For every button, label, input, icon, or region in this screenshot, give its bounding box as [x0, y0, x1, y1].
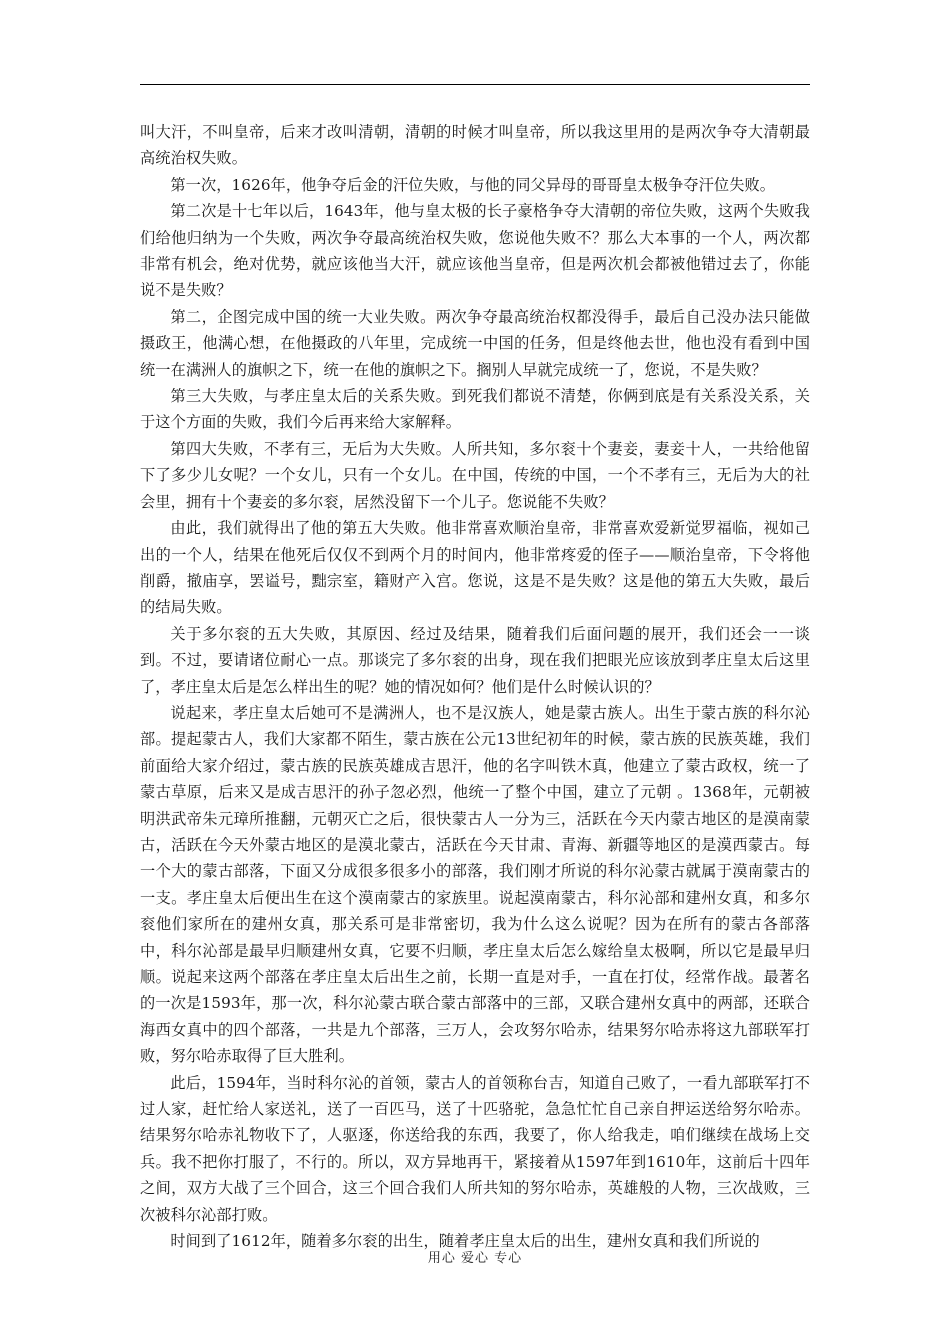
- document-body: [140, 119, 810, 1254]
- paragraph: 叫大汗，不叫皇帝，后来才改叫清朝，清朝的时候才叫皇帝，所以我这里用的是两次争夺大清朝最高统治权失败。: [140, 123, 810, 168]
- paragraph: 第一次，1626年，他争夺后金的汗位失败，与他的同父异母的哥哥皇太极争夺汗位失败。: [170, 175, 776, 194]
- header-rule: [140, 84, 810, 85]
- paragraph: 由此，我们就得出了他的第五大失败。他非常喜欢顺治皇帝，非常喜欢爱新觉罗福临，视如己出的一个人，结果在他死后仅仅不到两个月的时间内，他非常疼爱的侄子——顺治皇帝，下令将他削爵，撤庙享，罢谥号，黜宗室，籍财产入宫。您说，这是不是失败？这是他的第五大失败，最后的结局失败。: [140, 519, 810, 617]
- paragraph: 此后，1594年，当时科尔沁的首领，蒙古人的首领称台吉，知道自己败了，一看九部联军打不过人家，赶忙给人家送礼，送了一百匹马，送了十匹骆驼，急急忙忙自己亲自押运送给努尔哈赤。结果努尔哈赤礼物收下了，人驱逐，你送给我的东西，我要了，你人给我走，咱们继续在战场上交兵。我不把你打服了，不行的。所以，双方异地再干，紧接着从1597年到1610年，这前后十四年之间，双方大战了三个回合，这三个回合我们人所共知的努尔哈赤，英雄般的人物，三次战败，三次被科尔沁部打败。: [140, 1073, 810, 1224]
- paragraph: 关于多尔衮的五大失败，其原因、经过及结果，随着我们后面问题的展开，我们还会一一谈到。不过，要请诸位耐心一点。那谈完了多尔衮的出身，现在我们把眼光应该放到孝庄皇太后这里了，孝庄皇太后是怎么样出生的呢？她的情况如何？他们是什么时候认识的？: [140, 624, 810, 696]
- paragraph: 时间到了1612年，随着多尔衮的出生，随着孝庄皇太后的出生，建州女真和我们所说的: [170, 1232, 760, 1251]
- paragraph: 说起来，孝庄皇太后她可不是满洲人，也不是汉族人，她是蒙古族人。出生于蒙古族的科尔沁部。提起蒙古人，我们大家都不陌生，蒙古族在公元13世纪初年的时候，蒙古族的民族英雄，我们前面给大家介绍过，蒙古族的民族英雄成吉思汗，他的名字叫铁木真，他建立了蒙古政权，统一了蒙古草原，后来又是成吉思汗的孙子忽必烈，他统一了整个中国，建立了元朝 。1368年，元朝被明洪武帝朱元璋所推翻，元朝灭亡之后，很快蒙古人一分为三，活跃在今天内蒙古地区的是漠南蒙古，活跃在今天外蒙古地区的是漠北蒙古，活跃在今天甘肃、青海、新疆等地区的是漠西蒙古。每一个大的蒙古部落，下面又分成很多很多小的部落，我们刚才所说的科尔沁蒙古就属于漠南蒙古的一支。孝庄皇太后便出生在这个漠南蒙古的家族里。说起漠南蒙古，科尔沁部和建州女真，和多尔衮他们家所在的建州女真，那关系可是非常密切，我为什么这么说呢？因为在所有的蒙古各部落中，科尔沁部是最早归顺建州女真，它要不归顺，孝庄皇太后怎么嫁给皇太极啊，所以它是最早归顺。说起来这两个部落在孝庄皇太后出生之前，长期一直是对手，一直在打仗，经常作战。最著名的一次是1593年，那一次，科尔沁蒙古联合蒙古部落中的三部，又联合建州女真中的两部，还联合海西女真中的四个部落，一共是九个部落，三万人，会攻努尔哈赤，结果努尔哈赤将这九部联军打败，努尔哈赤取得了巨大胜利。: [140, 703, 810, 1066]
- paragraph: 第二，企图完成中国的统一大业失败。两次争夺最高统治权都没得手，最后自己没办法只能做摄政王，他满心想，在他摄政的八年里，完成统一中国的任务，但是终他去世，他也没有看到中国统一在满洲人的旗帜之下，统一在他的旗帜之下。搁别人早就完成统一了，您说，不是失败？: [140, 307, 810, 379]
- paragraph: 第三大失败，与孝庄皇太后的关系失败。到死我们都说不清楚，你俩到底是有关系没关系，关于这个方面的失败，我们今后再来给大家解释。: [140, 387, 810, 432]
- paragraph: 第四大失败，不孝有三，无后为大失败。人所共知，多尔衮十个妻妾，妻妾十人，一共给他留下了多少儿女呢？一个女儿，只有一个女儿。在中国，传统的中国，一个不孝有三，无后为大的社会里，拥有十个妻妾的多尔衮，居然没留下一个儿子。您说能不失败？: [140, 439, 810, 511]
- page-footer: 用心 爱心 专心: [427, 1251, 523, 1266]
- paragraph: 第二次是十七年以后，1643年，他与皇太极的长子豪格争夺大清朝的帝位失败，这两个失败我们给他归纳为一个失败，两次争夺最高统治权失败，您说他失败不？那么大本事的一个人，两次都非常有机会，绝对优势，就应该他当大汗，就应该他当皇帝，但是两次机会都被他错过去了，你能说不是失败？: [140, 202, 810, 300]
